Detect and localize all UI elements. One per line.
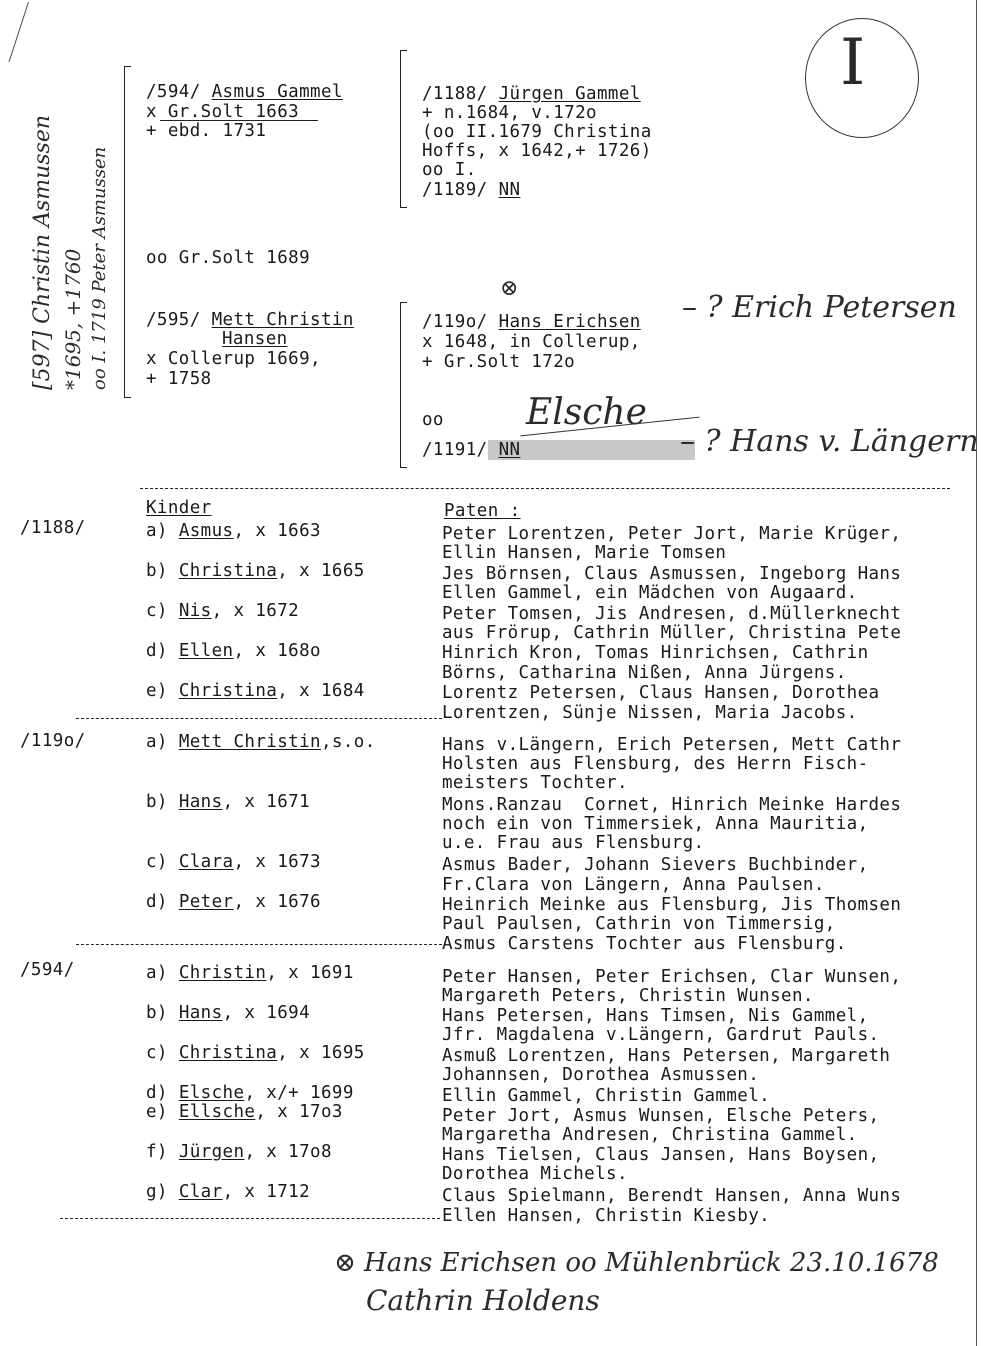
separator — [140, 488, 950, 489]
paternal-bracket — [400, 50, 407, 208]
child-date: ,s.o. — [320, 732, 376, 752]
child-name: Mett Christin — [178, 732, 321, 752]
paten-line: Asmus Carstens Tochter aus Flensburg. — [442, 934, 847, 954]
kinder-header: Kinder — [146, 498, 212, 518]
paten-line: Ellin Hansen, Marie Tomsen — [442, 543, 727, 563]
child-letter: g) — [146, 1182, 179, 1202]
child-entry — [146, 1083, 354, 1103]
mother-surname: Hansen — [222, 329, 288, 349]
paten-line: Asmus Bader, Johann Sievers Buchbinder, — [442, 855, 869, 875]
pf-wife-number: /1189/ — [422, 180, 488, 200]
mf-marker: ⊗ — [500, 276, 519, 301]
paten-line: Börns, Catharina Nißen, Anna Jürgens. — [442, 663, 847, 683]
pf-wife — [422, 180, 520, 200]
paten-line: Holsten aus Flensburg, des Herrn Fisch- — [442, 754, 869, 774]
paten-line: Jfr. Magdalena v.Längern, Gardrut Pauls. — [442, 1025, 880, 1045]
child-name: Peter — [178, 892, 234, 912]
margin-note-line-3: oo I. 1719 Peter Asmussen — [89, 146, 110, 390]
child-name: Clara — [178, 852, 234, 872]
child-letter: b) — [146, 792, 179, 812]
pf-wife-name: NN — [498, 180, 521, 200]
paten-line: Lorentzen, Sünje Nissen, Maria Jacobs. — [442, 703, 858, 723]
father-heading — [146, 82, 343, 102]
paten-line: Hinrich Kron, Tomas Hinrichsen, Cathrin — [442, 643, 869, 663]
child-entry — [146, 1182, 310, 1202]
child-name: Christina — [178, 681, 278, 701]
child-letter: c) — [146, 1043, 179, 1063]
pf-line: oo I. — [422, 160, 477, 180]
paten-line: Johannsen, Dorothea Asmussen. — [442, 1065, 760, 1085]
paten-line: Ellin Gammel, Christin Gammel. — [442, 1086, 771, 1106]
child-entry — [146, 681, 365, 701]
mf-wife-name: NN — [498, 440, 521, 460]
child-date: , x 1684 — [277, 681, 365, 701]
paten-line: Peter Jort, Asmus Wunsen, Elsche Peters, — [442, 1106, 880, 1126]
paten-line: aus Frörup, Cathrin Müller, Christina Pete — [442, 623, 902, 643]
pf-heading — [422, 84, 641, 104]
child-entry — [146, 561, 365, 581]
father-line: + ebd. 1731 — [146, 121, 267, 141]
child-letter: a) — [146, 963, 179, 983]
child-name: Hans — [178, 1003, 223, 1023]
child-date: , x 1671 — [222, 792, 311, 812]
paten-header: Paten : — [444, 501, 521, 521]
pf-line: Hoffs, x 1642,+ 1726) — [422, 141, 652, 161]
child-date: , x 1676 — [233, 892, 321, 912]
child-name: Hans — [178, 792, 223, 812]
paten-line: Peter Lorentzen, Peter Jort, Marie Krüger, — [442, 524, 902, 544]
paten-line: Asmuß Lorentzen, Hans Petersen, Margareth — [442, 1046, 891, 1066]
child-entry — [146, 852, 321, 872]
child-date: , x 1665 — [277, 561, 365, 581]
child-date: , x 168o — [233, 641, 321, 661]
pf-name: Jürgen Gammel — [498, 84, 641, 104]
group-label: /594/ — [20, 960, 75, 980]
paten-line: meisters Tochter. — [442, 773, 628, 793]
child-letter: d) — [146, 1083, 179, 1103]
child-entry — [146, 732, 376, 752]
paten-line: Hans v.Längern, Erich Petersen, Mett Cathr — [442, 735, 902, 755]
paten-line: Hans Tielsen, Claus Jansen, Hans Boysen, — [442, 1145, 880, 1165]
page-edge — [976, 0, 977, 1346]
group-label: /1188/ — [20, 518, 86, 538]
child-letter: c) — [146, 852, 179, 872]
parents-bracket — [124, 66, 131, 398]
margin-note-line-2: *1695, +1760 — [61, 248, 85, 390]
mf-line: x 1648, in Collerup, — [422, 332, 641, 352]
paten-line: u.e. Frau aus Flensburg. — [442, 833, 705, 853]
child-date: , x 1694 — [222, 1003, 311, 1023]
child-name: Asmus — [178, 521, 234, 541]
separator — [76, 718, 442, 719]
child-date: , x 1691 — [266, 963, 354, 983]
paten-line: Claus Spielmann, Berendt Hansen, Anna Wuns — [442, 1186, 902, 1206]
child-entry — [146, 601, 299, 621]
mf-wife-number: /1191/ — [422, 440, 488, 460]
mother-line: x Collerup 1669, — [146, 349, 321, 369]
mother-name: Mett Christin — [211, 310, 354, 330]
child-letter: a) — [146, 521, 179, 541]
mf-heading — [422, 312, 641, 332]
corner-mark — [0, 2, 29, 62]
mother-line: + 1758 — [146, 369, 212, 389]
father-number: /594/ — [146, 82, 201, 102]
paten-line: Lorentz Petersen, Claus Hansen, Dorothea — [442, 683, 880, 703]
paten-line: Margaretha Andresen, Christina Gammel. — [442, 1125, 858, 1145]
mf-oo: oo — [422, 410, 444, 430]
mother-heading — [146, 310, 354, 330]
child-letter: a) — [146, 732, 179, 752]
group-label: /119o/ — [20, 731, 86, 751]
mf-name: Hans Erichsen — [498, 312, 641, 332]
paten-line: Fr.Clara von Längern, Anna Paulsen. — [442, 875, 825, 895]
child-name: Jürgen — [178, 1142, 245, 1162]
child-date: , x 17o3 — [255, 1102, 343, 1122]
child-entry — [146, 641, 321, 661]
child-name: Ellen — [178, 641, 234, 661]
child-entry — [146, 792, 310, 812]
child-entry — [146, 963, 354, 983]
mf-line: + Gr.Solt 172o — [422, 352, 576, 372]
child-letter: d) — [146, 892, 179, 912]
paten-line: Ellen Gammel, ein Mädchen von Augaard. — [442, 583, 858, 603]
pf-line: + n.1684, v.172o — [422, 103, 597, 123]
paten-line: Ellen Hansen, Christin Kiesby. — [442, 1206, 771, 1226]
child-letter: b) — [146, 561, 179, 581]
child-name: Nis — [178, 601, 212, 621]
child-name: Ellsche — [178, 1102, 256, 1122]
child-entry — [146, 1142, 332, 1162]
child-date: , x 1712 — [222, 1182, 311, 1202]
child-name: Christina — [178, 561, 278, 581]
child-name: Christina — [178, 1043, 278, 1063]
mf-note-laengern: – ? Hans v. Längern — [680, 424, 979, 459]
child-date: , x 1672 — [211, 601, 300, 621]
maternal-bracket — [400, 302, 407, 468]
separator — [76, 944, 442, 945]
child-letter: d) — [146, 641, 179, 661]
father-birth-underline — [160, 120, 318, 121]
mf-number: /119o/ — [422, 312, 488, 332]
mf-note-elsche: Elsche — [526, 392, 647, 433]
mf-wife-highlight — [488, 440, 696, 460]
margin-note-line-1: [597] Christin Asmussen — [30, 114, 55, 390]
mf-wife — [422, 440, 695, 460]
mf-note-petersen: – ? Erich Petersen — [682, 290, 957, 325]
separator — [60, 1218, 440, 1219]
child-entry — [146, 1003, 310, 1023]
paten-line: Peter Hansen, Peter Erichsen, Clar Wunsen, — [442, 967, 902, 987]
paten-line: Mons.Ranzau Cornet, Hinrich Meinke Hardes — [442, 795, 902, 815]
paten-line: Hans Petersen, Hans Timsen, Nis Gammel, — [442, 1006, 869, 1026]
child-letter: f) — [146, 1142, 179, 1162]
child-letter: b) — [146, 1003, 179, 1023]
footer-note-line-1: ⊗ Hans Erichsen oo Mühlenbrück 23.10.1678 — [334, 1248, 939, 1278]
pf-line: (oo II.1679 Christina — [422, 122, 652, 142]
child-date: , x/+ 1699 — [244, 1083, 354, 1103]
paten-line: Margareth Peters, Christin Wunsen. — [442, 986, 814, 1006]
parents-marriage: oo Gr.Solt 1689 — [146, 248, 311, 268]
father-name: Asmus Gammel — [211, 82, 343, 102]
child-name: Christin — [178, 963, 267, 983]
child-entry — [146, 1043, 365, 1063]
child-date: , x 1663 — [233, 521, 321, 541]
child-name: Elsche — [178, 1083, 245, 1103]
paten-line: noch ein von Timmersiek, Anna Mauritia, — [442, 814, 869, 834]
paten-line: Peter Tomsen, Jis Andresen, d.Müllerknecht — [442, 604, 902, 624]
father-line: x Gr.Solt 1663 — [146, 102, 300, 122]
child-date: , x 1695 — [277, 1043, 365, 1063]
child-letter: e) — [146, 681, 179, 701]
paten-line: Dorothea Michels. — [442, 1164, 628, 1184]
child-entry — [146, 1102, 343, 1122]
child-letter: e) — [146, 1102, 179, 1122]
mother-number: /595/ — [146, 310, 201, 330]
paten-line: Paul Paulsen, Cathrin von Timmersig, — [442, 914, 836, 934]
paten-line: Heinrich Meinke aus Flensburg, Jis Thomsen — [442, 895, 902, 915]
child-date: , x 17o8 — [244, 1142, 332, 1162]
child-date: , x 1673 — [233, 852, 321, 872]
paten-line: Jes Börnsen, Claus Asmussen, Ingeborg Hans — [442, 564, 902, 584]
page-mark-label: I — [840, 26, 866, 100]
child-entry — [146, 521, 321, 541]
pf-number: /1188/ — [422, 84, 488, 104]
child-name: Clar — [178, 1182, 223, 1202]
child-entry — [146, 892, 321, 912]
child-letter: c) — [146, 601, 179, 621]
footer-note-line-2: Cathrin Holdens — [366, 1284, 600, 1317]
